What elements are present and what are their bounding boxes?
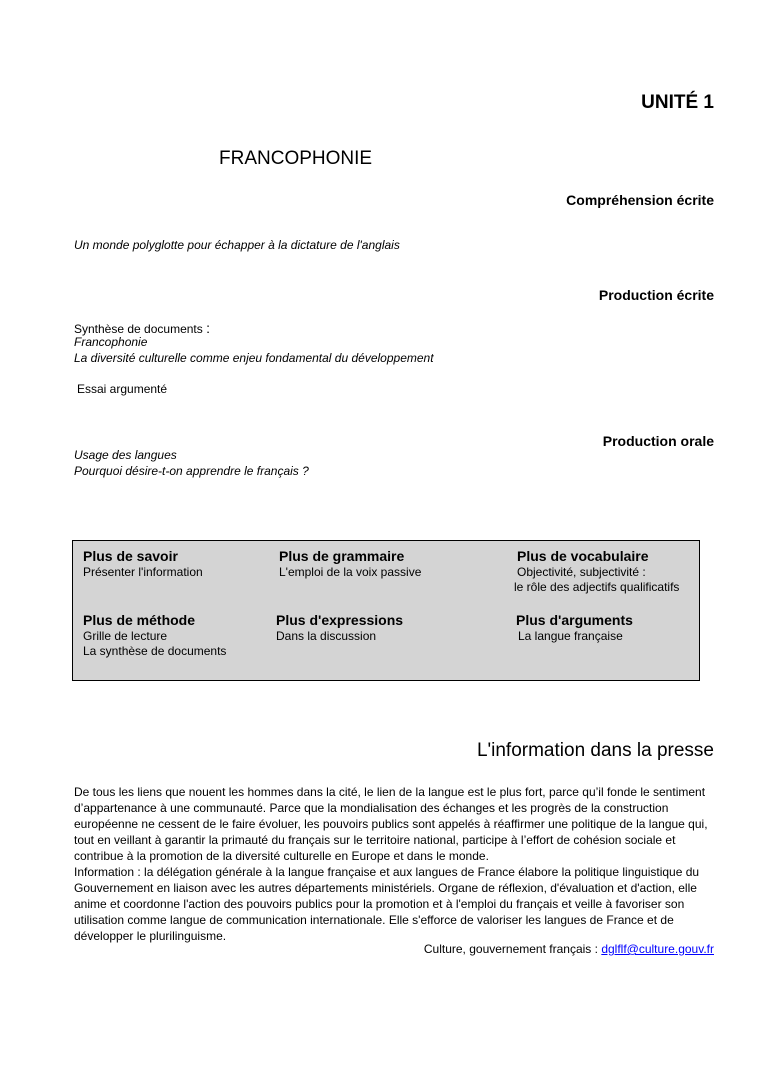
plus-vocabulaire: [514, 547, 679, 595]
plus-grammaire: [279, 547, 421, 580]
press-paragraph: De tous les liens que nouent les hommes dans la cité, le lien de la langue est le plus fort, parce qu’il fonde le sentiment d’appartenance à une communauté. Parce que la mondialisation des échanges et les progrès de la construction européenne ne cessent de le faire évoluer, les pouvoirs publics sont appelés à réaffirmer une politique de la langue qui, tout en veillant à garantir la primauté du français sur le territoire national, participe à l’effort de cohésion sociale et contribue à la promotion de la diversité culturelle en Europe et dans le monde.: [74, 785, 708, 863]
comprehension-heading: Compréhension écrite: [566, 192, 714, 208]
synthese-item: La diversité culturelle comme enjeu fondamental du développement: [74, 351, 434, 365]
press-source: [424, 942, 714, 956]
plus-arguments-line: La langue française: [518, 629, 623, 643]
plus-expressions-title: Plus d'expressions: [276, 612, 404, 628]
press-paragraph: Information : la délégation générale à la langue française et aux langues de France élabore la politique linguistique du Gouvernement en liaison avec les autres départements ministériels. Organe de réflexion, d'évaluation et d'action, elle anime et coordonne l'action des pouvoirs publics pour la promotion et à l'emploi du français et veille à favoriser son utilisation comme langue de communication internationale. Elle s'efforce de valoriser les langues de France et de développer le plurilinguisme.: [74, 865, 700, 943]
synthese-label-text: Synthèse de documents: [74, 322, 203, 336]
plus-savoir-line: Présenter l'information: [83, 565, 203, 579]
synthese-item: Francophonie: [74, 335, 148, 349]
plus-expressions: [276, 611, 403, 644]
source-email-link[interactable]: dglflf@culture.gouv.fr: [601, 942, 714, 956]
plus-arguments-title: Plus d'arguments: [516, 612, 633, 628]
press-article: [74, 784, 714, 944]
plus-vocabulaire-line: Objectivité, subjectivité :: [517, 565, 646, 579]
synthese-label: [74, 320, 210, 336]
plus-arguments: [516, 611, 633, 644]
unit-title: UNITÉ 1: [641, 92, 714, 113]
plus-expressions-line: Dans la discussion: [276, 629, 377, 643]
plus-methode-title: Plus de méthode: [83, 612, 196, 628]
plus-methode: [83, 611, 226, 659]
production-ecrite-heading: Production écrite: [598, 287, 714, 303]
plus-savoir-title: Plus de savoir: [83, 548, 178, 564]
plus-methode-line: Grille de lecture: [83, 629, 168, 643]
plus-savoir: [83, 547, 203, 580]
comprehension-item: Un monde polyglotte pour échapper à la dictature de l'anglais: [74, 238, 400, 252]
essai-label: Essai argumenté: [77, 382, 168, 396]
plus-grammaire-line: L'emploi de la voix passive: [279, 565, 422, 579]
source-label: Culture, gouvernement français :: [423, 942, 598, 956]
plus-grammaire-title: Plus de grammaire: [279, 548, 405, 564]
orale-item: Pourquoi désire-t-on apprendre le français ?: [74, 464, 309, 478]
press-heading: L'information dans la presse: [476, 740, 714, 761]
plus-box: [72, 540, 700, 681]
production-orale-heading: Production orale: [602, 433, 714, 449]
plus-vocabulaire-title: Plus de vocabulaire: [517, 548, 649, 564]
plus-methode-line: La synthèse de documents: [83, 644, 227, 658]
orale-item: Usage des langues: [74, 448, 177, 462]
theme-title: FRANCOPHONIE: [219, 148, 373, 169]
synthese-colon: :: [206, 320, 210, 336]
plus-vocabulaire-line: le rôle des adjectifs qualificatifs: [514, 580, 680, 594]
